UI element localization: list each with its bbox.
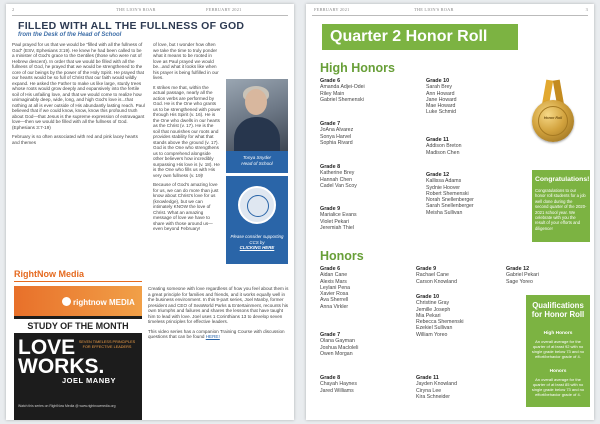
student-name: Kira Schneider xyxy=(416,393,451,400)
student-name: Madison Chen xyxy=(426,149,460,156)
student-name: Jeremiah Thiel xyxy=(320,224,354,231)
qualifications-title: Qualifications for Honor Roll xyxy=(531,301,585,319)
student-name: Sarah Snellenberger xyxy=(426,203,474,210)
honor-roll-medal-icon xyxy=(528,80,578,146)
high-honors-grade-11: Grade 11 Addison Breton Madison Chen xyxy=(426,137,462,156)
student-name: Christine Gray xyxy=(416,300,450,307)
student-name: Mia Pekari xyxy=(416,312,441,319)
study-title: STUDY OF THE MONTH xyxy=(14,319,142,333)
here-link[interactable]: HERE! xyxy=(205,334,220,339)
rightnow-logo-icon xyxy=(62,297,71,306)
student-name: Sydnie Hoover xyxy=(426,184,461,191)
newsletter-page-2 xyxy=(6,4,294,420)
student-name: Robert Shemenski xyxy=(426,190,469,197)
student-name: Gabriel Pekari xyxy=(506,272,539,279)
school-seal-icon xyxy=(238,186,276,224)
student-name: Violet Pekari xyxy=(320,218,350,225)
honors-grade-6: Grade 6 Aidan Cane Alexis Mars Leylani Pena Xavier Rosa Ava Sherrell Anna Virkler xyxy=(320,266,350,310)
rightnow-paragraph: Creating someone with love regardless of how you feel about them is a great principle for families and friends, and it works equally well in the business environment. In this 9-part series, Joel Manby, former president and CEO of SeaWorld Parks & Entertainment, recounts his own triumphs and failures and shares the lessons that have taught him to lead with love. Joel uses 1 Corinthians 13 to develop seven timeless principles for effective leaders. xyxy=(148,286,289,324)
student-name: Owen Morgan xyxy=(320,350,353,357)
honors-grade-8: Grade 8 Chayah Haynes Jared Williams xyxy=(320,375,357,394)
running-date: FEBRUARY 2021 xyxy=(314,7,350,12)
header-divider xyxy=(312,15,588,16)
student-name: JoAna Alvarez xyxy=(320,127,354,134)
student-name: Katherine Brey xyxy=(320,170,355,177)
student-name: Ciryna Lee xyxy=(416,387,442,394)
qual-honors-heading: Honors xyxy=(549,369,567,374)
rightnow-logo: rightnow MEDIA xyxy=(62,297,135,307)
student-name: Sarah Brey xyxy=(426,84,452,91)
student-name: Addison Breton xyxy=(426,143,462,150)
high-honors-grade-10: Grade 10 Sarah Brey Ann Howard Jane Howard Mae Howard Luke Schmid xyxy=(426,78,457,116)
honors-grade-9: Grade 9 Rachael Cane Carson Knowland xyxy=(416,266,457,285)
student-name: Meisha Sullivan xyxy=(426,209,463,216)
newsletter-page-3 xyxy=(306,4,594,420)
page-number: 2 xyxy=(12,7,15,12)
student-name: Jared Williams xyxy=(320,387,354,394)
student-name: Kallissa Adams xyxy=(426,178,462,185)
student-name: Sophia Rivard xyxy=(320,139,353,146)
article-paragraph: Paul prayed for us that we would be “filled with all the fullness of God” (ESV, Ephesians 3:19). He knew he had been called to be a minister of God’s grace to the Gentiles (those who were not of Hebrew descent). In order that we would be filled with all the fullness of God, he prayed that we would be strengthened to the core of our beings by the power of the Holy Spirit. He prayed that our hearts would be so full of Christ that our faith would wildly expand. He asked the Father to make us like large, sturdy trees whose roots would grow deeply and expansively into the fertile soil of His unfailing love, and that we would come to realize how unimaginably deep, wide, long, and high God’s love is...that nothing at all is ever outside of His abundantly lasting reach. Paul believed that if we could know, know, know this profound truth about God—that Jesus is the supreme expression of extravagant love—then we would be filled with all the fullness of God. (Ephesians 3:7-19) xyxy=(12,42,145,130)
article-subtitle: from the Desk of the Head of School xyxy=(18,32,122,38)
honor-roll-banner xyxy=(322,24,518,50)
book-tagline: SEVEN TIMELESS PRINCIPLES FOR EFFECTIVE LEADERS xyxy=(78,340,136,349)
student-name: Alexis Mars xyxy=(320,278,347,285)
article-paragraph: It strikes me that, within the actual passage, nearly all the action verbs are performed by God. He is the One who grants us to be strengthened with power through His Spirit (v. 16). He is the One who dwells in our hearts as the Christ (v. 17). He is the soil that nourishes our roots and provides stability for what that stands above the ground (v. 17). God is the One who strengthens us to comprehend alongside other believers how incredibly surpassing His love is (v. 18). He is the One who fills us with His very own fullness (v. 19)! xyxy=(153,84,221,178)
student-name: Jemille Joseph xyxy=(416,306,451,313)
student-name: Jane Howard xyxy=(426,96,457,103)
honors-grade-12: Grade 12 Gabriel Pekari Sage Yoreo xyxy=(506,266,539,285)
rightnow-heading: RightNow Media xyxy=(14,269,84,279)
student-name: Ann Howard xyxy=(426,90,455,97)
student-name: Ezekiel Sullivan xyxy=(416,325,453,332)
high-honors-grade-8: Grade 8 Katherine Brey Hannah Chen Cadel Van Scoy xyxy=(320,164,357,189)
article-paragraph: February is so often associated with red and pink lacey hearts and themes xyxy=(12,134,138,145)
article-title: FILLED WITH ALL THE FULLNESS OF GOD xyxy=(18,20,245,32)
page-number: 3 xyxy=(585,7,588,12)
student-name: Rachael Cane xyxy=(416,272,449,279)
running-date: FEBRUARY 2021 xyxy=(206,7,242,12)
article-paragraph: of love, but I wonder how often we take the time to truly ponder what it means to be rooted in love as Paul prayed we would be...and what it looks like when his prayer is being fulfilled in our lives. xyxy=(153,42,219,80)
qual-high-heading: High Honors xyxy=(543,331,573,336)
student-name: Anna Virkler xyxy=(320,303,349,310)
book-title: LOVE WORKS. xyxy=(18,336,105,378)
honors-grade-11: Grade 11 Jayden Knowland Ciryna Lee Kira Schneider xyxy=(416,375,457,400)
photo-caption xyxy=(226,151,288,173)
caption-name: Tonya Snyder xyxy=(242,155,272,160)
congrats-text: Congratulations to our honor roll students for a job well done during the second quarter of the 2020-2021 school year. We celebrate with you the result of your efforts and diligence! xyxy=(535,188,587,231)
student-name: Chayah Haynes xyxy=(320,381,357,388)
student-name: Amanda Adjei-Odei xyxy=(320,84,365,91)
medal-text: Honor Roll xyxy=(543,116,563,120)
student-name: William Yoreo xyxy=(416,331,448,338)
rightnow-divider xyxy=(14,281,142,282)
caption-role: Head of School xyxy=(241,161,273,166)
student-name: Leylani Pena xyxy=(320,284,350,291)
student-name: Joshua Macloleli xyxy=(320,344,359,351)
student-name: Sage Yoreo xyxy=(506,278,533,285)
high-honors-grade-9: Grade 9 Marialice Evans Violet Pekari Jeremiah Thiel xyxy=(320,206,357,231)
student-name: Sonya Harvel xyxy=(320,133,352,140)
qualifications-box xyxy=(526,295,590,407)
student-name: Olana Gayman xyxy=(320,338,355,345)
head-of-school-photo xyxy=(226,79,288,151)
study-of-month-image[interactable] xyxy=(14,286,142,420)
student-name: Jayden Knowland xyxy=(416,381,457,388)
qual-honors-text: An overall average for the quarter of at least 85 with no single grade below 73 and no effort/behavior grade of 4. xyxy=(531,377,585,397)
student-name: Hannah Chen xyxy=(320,176,353,183)
honors-grade-7: Grade 7 Olana Gayman Joshua Macloleli Owen Morgan xyxy=(320,332,359,357)
high-honors-grade-12: Grade 12 Kallissa Adams Sydnie Hoover Robert Shemenski Norah Snellenberger Sarah Snellenberger Meisha Sullivan xyxy=(426,172,474,216)
banner-title: Quarter 2 Honor Roll xyxy=(330,28,488,45)
honors-heading: Honors xyxy=(320,249,364,263)
article-column-1 xyxy=(12,42,145,149)
student-name: Cadel Van Scoy xyxy=(320,182,357,189)
student-name: Carson Knowland xyxy=(416,278,457,285)
rightnow-description xyxy=(148,286,290,344)
student-name: Xavier Rosa xyxy=(320,291,349,298)
student-name: Ava Sherrell xyxy=(320,297,349,304)
student-name: Marialice Evans xyxy=(320,212,357,219)
student-name: Luke Schmid xyxy=(426,109,456,116)
support-text: Please consider supporting CCS by CLICKING HERE xyxy=(230,234,284,250)
book-author: JOEL MANBY xyxy=(62,376,117,385)
high-honors-grade-7: Grade 7 JoAna Alvarez Sonya Harvel Sophia Rivard xyxy=(320,121,354,146)
high-honors-grade-6: Grade 6 Amanda Adjei-Odei Riley Main Gabriel Shemenski xyxy=(320,78,365,103)
student-name: Norah Snellenberger xyxy=(426,197,474,204)
banner-footer: Watch this series on RightNow Media @ www.rightnowmedia.org xyxy=(18,404,116,408)
header-divider xyxy=(12,15,288,16)
student-name: Rebecca Shemenski xyxy=(416,319,464,326)
high-honors-heading: High Honors xyxy=(320,61,395,75)
congrats-title: Congratulations! xyxy=(535,176,590,183)
student-name: Aidan Cane xyxy=(320,272,348,279)
support-box xyxy=(226,176,288,264)
article-paragraph: Because of God’s amazing love for us, we can do more than just know about Christ’s love for us (knowledge), but we can intimately KNOW the love of Christ. What an amazing message of love we have to share with those around us—even beyond February! xyxy=(153,182,219,231)
student-name: Riley Main xyxy=(320,90,345,97)
student-name: Mae Howard xyxy=(426,103,456,110)
rightnow-paragraph: This video series has a companion Training Course with discussion questions that can be found HERE! xyxy=(148,328,285,339)
running-title: THE LION'S ROAR xyxy=(116,7,156,12)
student-name: Gabriel Shemenski xyxy=(320,96,364,103)
article-column-2 xyxy=(153,42,221,236)
qual-high-text: An overall average for the quarter of at least 92 with no single grade below 73 and no effort/behavior grade of 4. xyxy=(531,339,585,359)
honors-grade-10: Grade 10 Christine Gray Jemille Joseph Mia Pekari Rebecca Shemenski Ezekiel Sullivan William Yoreo xyxy=(416,294,464,338)
congratulations-box xyxy=(532,170,590,242)
running-title: THE LION'S ROAR xyxy=(414,7,454,12)
support-link[interactable]: CLICKING HERE xyxy=(239,245,275,250)
